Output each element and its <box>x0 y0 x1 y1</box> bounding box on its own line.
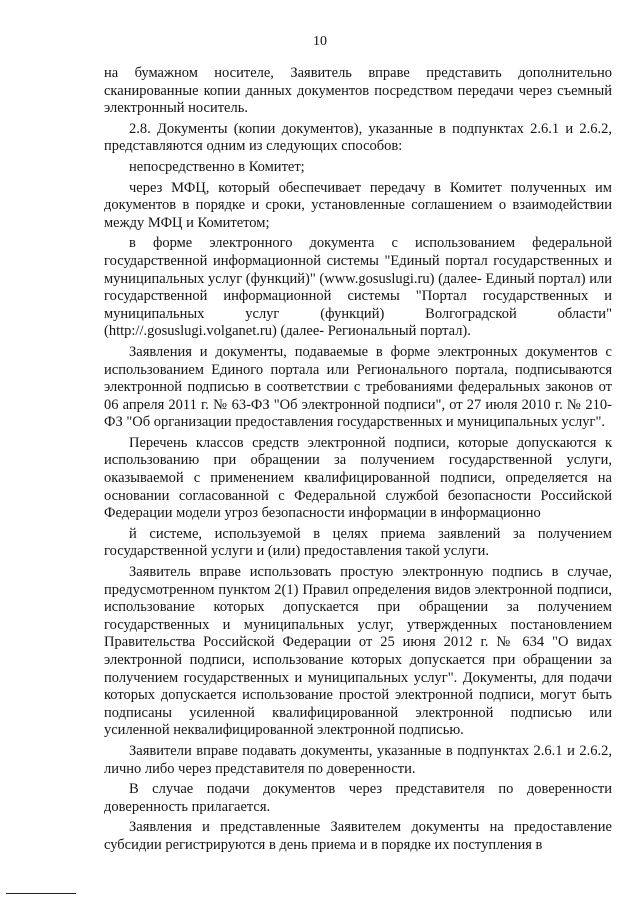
paragraph: Заявитель вправе использовать простую электронную подпись в случае, предусмотренном пунктом 2(1) Правил определения видов электронной подписи, использование которых допускается при обращении за получением государственных и муниципальных услуг, утвержденных постановлением Правительства Российской Федерации от 25 июня 2012 г. № 634 "О видах электронной подписи, использование которых допускается при обращении за получением государственных и муниципальных услуг". Документы, для подачи которых допускается использование простой электронной подписи, могут быть подписаны усиленной квалифицированной электронной подписью или усиленной неквалифицированной электронной подписью. <box>104 564 612 739</box>
paragraph: Заявления и документы, подаваемые в форме электронных документов с использованием Единого портала или Регионального портала, подписываются электронной подписью в соответствии с требованиями федеральных законов от 06 апреля 2011 г. № 63-ФЗ "Об электронной подписи", от 27 июля 2010 г. № 210-ФЗ "Об организации предоставления государственных и муниципальных услуг". <box>104 343 612 431</box>
paragraph: в форме электронного документа с использованием федеральной государственной информационной системы "Единый портал государственных и муниципальных услуг (функций)" (www.gosuslugi.ru) (далее- Единый портал) или государственной информационной системы "Портал государственных и муниципальных услуг (функций) Волгоградской области" (http://.gosuslugi.volganet.ru) (далее- Региональный портал). <box>104 235 612 340</box>
paragraph: через МФЦ, который обеспечивает передачу в Комитет полученных им документов в порядке и сроки, установленные соглашением о взаимодействии между МФЦ и Комитетом; <box>104 179 612 231</box>
paragraph: й системе, используемой в целях приема заявлений за получением государственной услуги и (или) предоставления такой услуги. <box>104 525 612 560</box>
paragraph: Заявления и представленные Заявителем документы на предоставление субсидии регистрируются в день приема и в порядке их поступления в <box>104 819 612 853</box>
paragraph: непосредственно в Комитет; <box>129 158 305 175</box>
paragraph: на бумажном носителе, Заявитель вправе представить дополнительно сканированные копии данных документов посредством передачи через съемный электронный носитель. <box>104 65 612 117</box>
paragraph: Перечень классов средств электронной подписи, которые допускаются к использованию при обращении за получением государственной услуги, оказываемой с применением квалифицированной подписи, определяется на основании согласованной с Федеральной службой безопасности Российской Федерации модели угроз безопасности информации в информационно <box>104 434 612 522</box>
page-number: 10 <box>313 34 327 49</box>
paragraph: Заявители вправе подавать документы, указанные в подпунктах 2.6.1 и 2.6.2, лично либо через представителя по доверенности. <box>104 742 612 777</box>
paragraph: В случае подачи документов через представителя по доверенности доверенность прилагается. <box>104 781 612 815</box>
footer-rule <box>6 893 76 894</box>
paragraph: 2.8. Документы (копии документов), указанные в подпунктах 2.6.1 и 2.6.2, представляются одним из следующих способов: <box>104 120 612 155</box>
document-body <box>104 65 612 858</box>
